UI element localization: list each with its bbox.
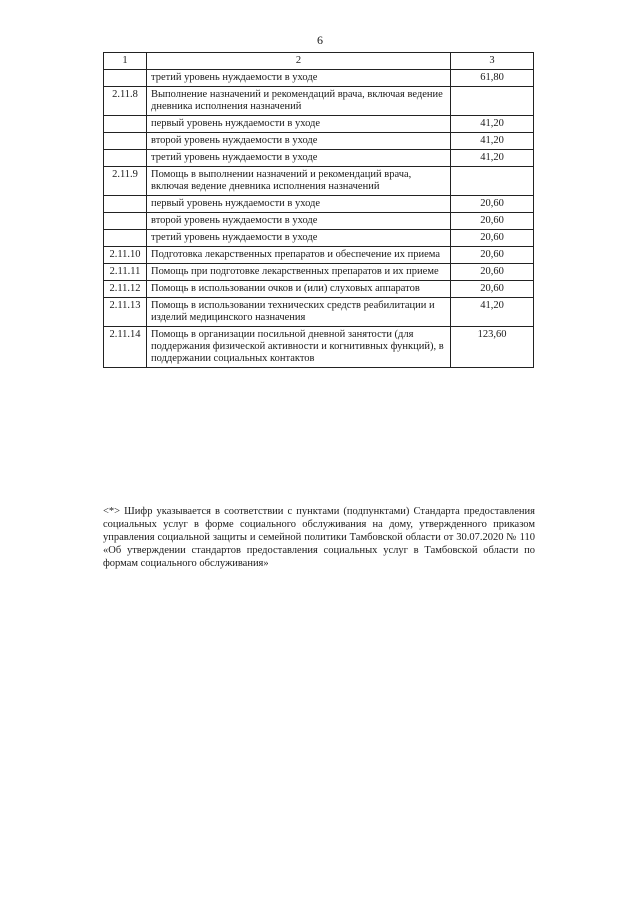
- service-name: второй уровень нуждаемости в уходе: [147, 213, 451, 230]
- table-row: [104, 70, 534, 87]
- service-name: Помощь в использовании технических средств реабилитации и изделий медицинского назначения: [147, 298, 451, 327]
- service-code: [104, 70, 147, 87]
- table-row: [104, 213, 534, 230]
- service-code: [104, 133, 147, 150]
- service-code: 2.11.14: [104, 327, 147, 368]
- table-row: [104, 133, 534, 150]
- service-price: 20,60: [451, 230, 534, 247]
- service-code: 2.11.11: [104, 264, 147, 281]
- service-code: [104, 196, 147, 213]
- table-row: [104, 87, 534, 116]
- service-price: 20,60: [451, 196, 534, 213]
- column-header: 3: [451, 53, 534, 70]
- column-header: 2: [147, 53, 451, 70]
- service-code: [104, 150, 147, 167]
- column-header: 1: [104, 53, 147, 70]
- service-price: 123,60: [451, 327, 534, 368]
- service-price: 20,60: [451, 264, 534, 281]
- table-row: [104, 264, 534, 281]
- service-price: [451, 167, 534, 196]
- service-name: Помощь в выполнении назначений и рекомендаций врача, включая ведение дневника исполнения назначений: [147, 167, 451, 196]
- table-row: [104, 247, 534, 264]
- service-name: первый уровень нуждаемости в уходе: [147, 116, 451, 133]
- service-code: 2.11.8: [104, 87, 147, 116]
- table-row: [104, 298, 534, 327]
- service-price: [451, 87, 534, 116]
- table-header-row: [104, 53, 534, 70]
- service-code: 2.11.12: [104, 281, 147, 298]
- service-name: Помощь в использовании очков и (или) слуховых аппаратов: [147, 281, 451, 298]
- service-code: 2.11.9: [104, 167, 147, 196]
- table-row: [104, 281, 534, 298]
- table-row: [104, 150, 534, 167]
- service-price: 61,80: [451, 70, 534, 87]
- service-code: [104, 116, 147, 133]
- service-name: третий уровень нуждаемости в уходе: [147, 150, 451, 167]
- service-code: [104, 230, 147, 247]
- service-name: Выполнение назначений и рекомендаций врача, включая ведение дневника исполнения назначений: [147, 87, 451, 116]
- service-price: 41,20: [451, 133, 534, 150]
- service-code: 2.11.10: [104, 247, 147, 264]
- service-name: Помощь при подготовке лекарственных препаратов и их приеме: [147, 264, 451, 281]
- table-row: [104, 167, 534, 196]
- service-price: 20,60: [451, 281, 534, 298]
- service-name: второй уровень нуждаемости в уходе: [147, 133, 451, 150]
- table-row: [104, 196, 534, 213]
- service-price: 20,60: [451, 213, 534, 230]
- service-code: [104, 213, 147, 230]
- service-code: 2.11.13: [104, 298, 147, 327]
- services-table: [103, 52, 534, 368]
- page-number: 6: [317, 33, 323, 47]
- service-name: Помощь в организации посильной дневной занятости (для поддержания физической активности и когнитивных функций), в поддержании социальных контактов: [147, 327, 451, 368]
- service-price: 41,20: [451, 150, 534, 167]
- table-row: [104, 230, 534, 247]
- service-name: Подготовка лекарственных препаратов и обеспечение их приема: [147, 247, 451, 264]
- service-name: первый уровень нуждаемости в уходе: [147, 196, 451, 213]
- table-row: [104, 116, 534, 133]
- service-price: 20,60: [451, 247, 534, 264]
- footnote: <*> Шифр указывается в соответствии с пунктами (подпунктами) Стандарта предоставления социальных услуг в форме социального обслуживания на дому, утвержденного приказом управления социальной защиты и семейной политики Тамбовской области от 30.07.2020 № 110 «Об утверждении стандартов предоставления социальных услуг в Тамбовской области по формам социального обслуживания»: [103, 506, 535, 569]
- table-row: [104, 327, 534, 368]
- service-price: 41,20: [451, 298, 534, 327]
- service-name: третий уровень нуждаемости в уходе: [147, 70, 451, 87]
- service-name: третий уровень нуждаемости в уходе: [147, 230, 451, 247]
- service-price: 41,20: [451, 116, 534, 133]
